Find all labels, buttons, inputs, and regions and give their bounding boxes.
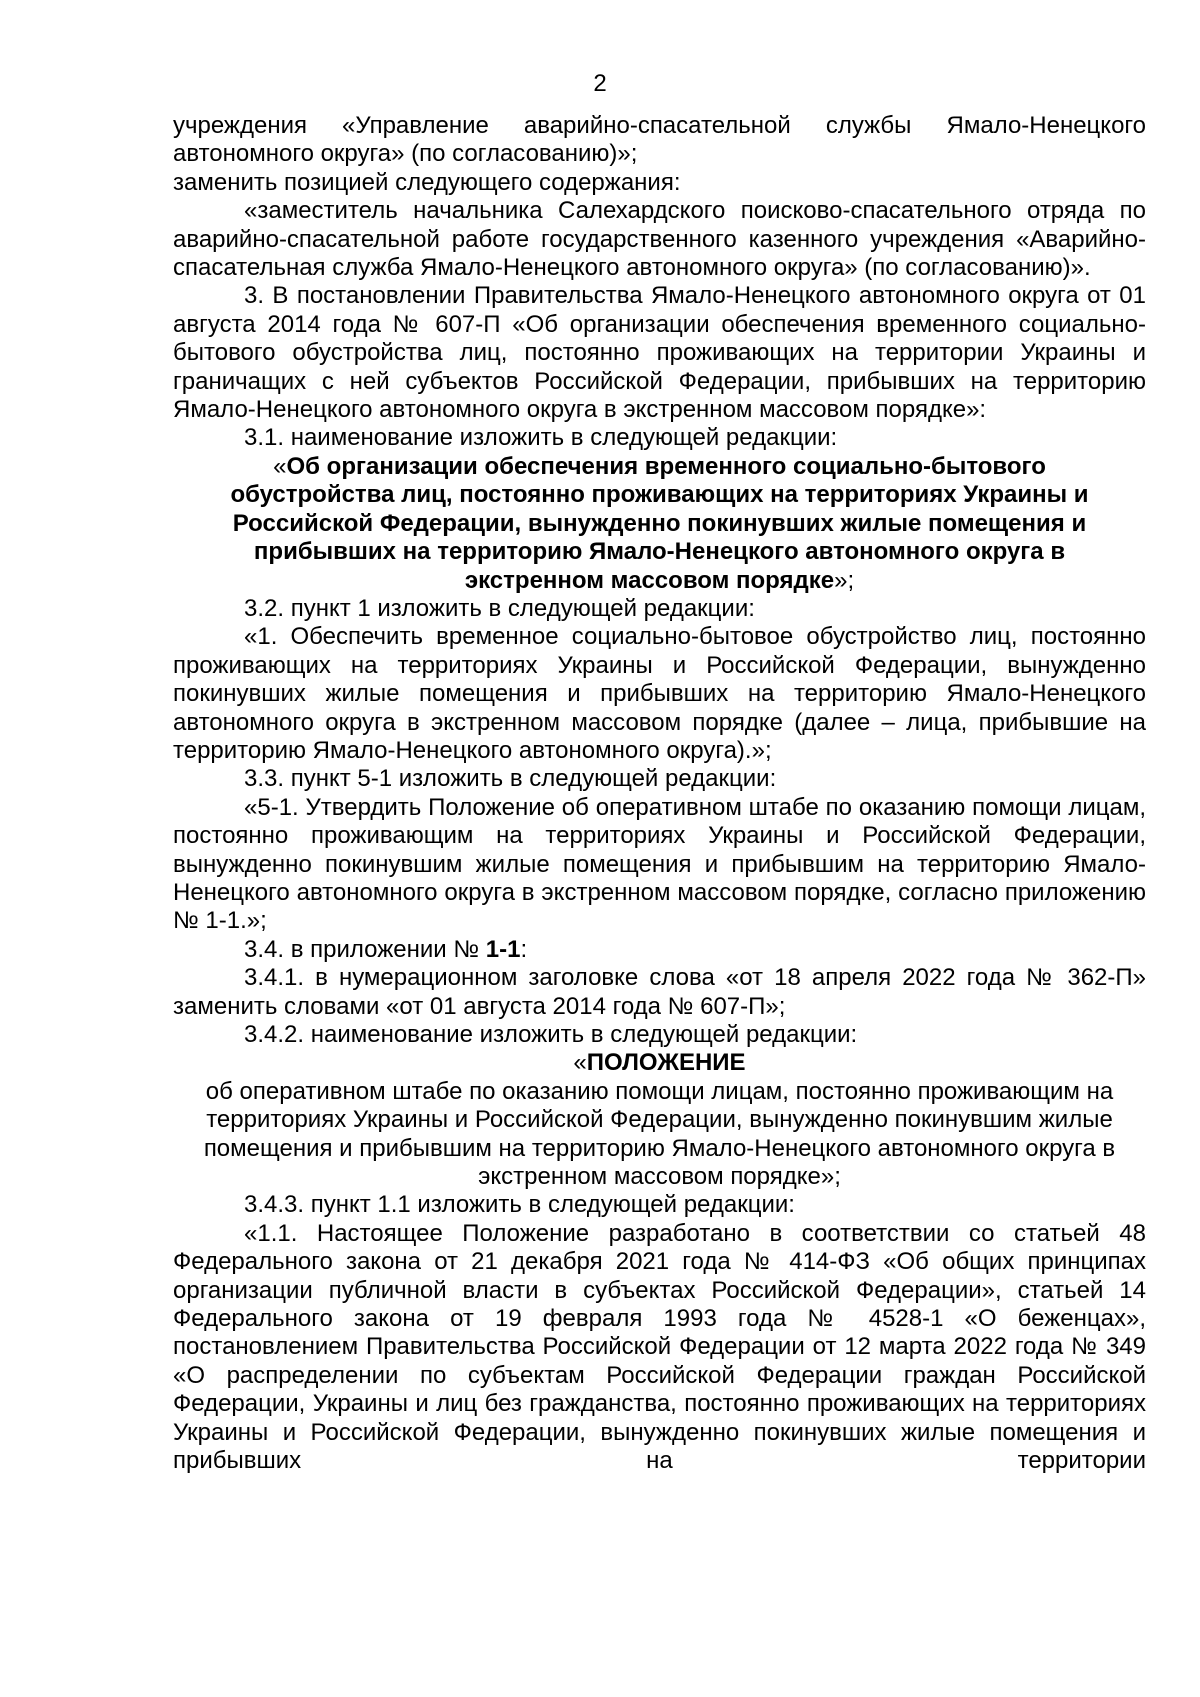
paragraph-12: 3.4.1. в нумерационном заголовке слова «от 18 апреля 2022 года № 362-П» заменить словами «от 01 августа 2014 года № 607-П»;	[173, 964, 1146, 1020]
regulation-heading	[173, 1049, 1146, 1077]
title-close-quote: »;	[834, 566, 855, 594]
paragraph-4: 3. В постановлении Правительства Ямало-Ненецкого автономного округа от 01 августа 2014 года № 607-П «Об организации обеспечения временного социально-бытового обустройства лиц, постоянно проживающих на территории Украины и граничащих с ней субъектов Российской Федерации, прибывших на территорию Ямало-Ненецкого автономного округа в экстренном массовом порядке»:	[173, 282, 1146, 424]
paragraph-1: учреждения «Управление аварийно-спасательной службы Ямало-Ненецкого автономного округа» (по согласованию)»;	[173, 112, 1146, 168]
regulation-open-quote: «	[573, 1049, 587, 1077]
paragraph-16: 3.4.3. пункт 1.1 изложить в следующей редакции:	[244, 1191, 795, 1219]
regulation-title: об оперативном штабе по оказанию помощи лицам, постоянно проживающим на территориях Украины и Российской Федерации, вынужденно покинувшим жилые помещения и прибывшим на территорию Ямало-Ненецкого автономного округа в экстренном массовом порядке»;	[203, 1077, 1116, 1191]
paragraph-8: «1. Обеспечить временное социально-бытовое обустройство лиц, постоянно проживающих на территориях Украины и Российской Федерации, вынужденно покинувших жилые помещения и прибывших на территорию Ямало-Ненецкого автономного округа в экстренном массовом порядке (далее – лица, прибывшие на территорию Ямало-Ненецкого автономного округа).»;	[173, 623, 1146, 764]
regulation-heading-bold: ПОЛОЖЕНИЕ	[586, 1049, 746, 1077]
paragraph-13: 3.4.2. наименование изложить в следующей редакции:	[244, 1021, 858, 1048]
paragraph-11-end: :	[520, 935, 528, 963]
paragraph-7: 3.2. пункт 1 изложить в следующей редакции:	[244, 594, 755, 622]
document-body	[173, 112, 1146, 1476]
title-open-quote: «	[273, 452, 287, 480]
paragraph-11-bold: 1-1	[485, 935, 521, 963]
paragraph-2: заменить позицией следующего содержания:	[173, 168, 681, 196]
new-resolution-title	[173, 453, 1146, 595]
paragraph-10: «5-1. Утвердить Положение об оперативном штабе по оказанию помощи лицам, постоянно проживающим на территориях Украины и Российской Федерации, вынужденно покинувшим жилые помещения и прибывшим на территорию Ямало-Ненецкого автономного округа в экстренном массовом порядке, согласно приложению № 1-1.»;	[173, 793, 1146, 935]
paragraph-5: 3.1. наименование изложить в следующей редакции:	[244, 424, 838, 452]
paragraph-17: «1.1. Настоящее Положение разработано в соответствии со статьей 48 Федерального закона от 21 декабря 2021 года № 414-ФЗ «Об общих принципах организации публичной власти в субъектах Российской Федерации», статьей 14 Федерального закона от 19 февраля 1993 года № 4528-1 «О беженцах», постановлением Правительства Российской Федерации от 12 марта 2022 года № 349 «О распределении по субъектам Российской Федерации граждан Российской Федерации, Украины и лиц без гражданства, постоянно проживающих на территориях Украины и Российской Федерации, вынужденно покинувших жилые помещения и прибывших на территории	[173, 1219, 1146, 1475]
paragraph-11	[173, 936, 1146, 964]
paragraph-11-text: 3.4. в приложении №	[244, 935, 486, 963]
paragraph-9: 3.3. пункт 5-1 изложить в следующей редакции:	[244, 765, 777, 793]
title-bold-text: Об организации обеспечения временного социально-бытового обустройства лиц, постоянно проживающих на территориях Украины и Российской Федерации, вынужденно покинувших жилые помещения и прибывших на территорию Ямало-Ненецкого автономного округа в экстренном массовом порядке	[230, 452, 1089, 594]
paragraph-3: «заместитель начальника Салехардского поисково-спасательного отряда по аварийно-спасательной работе государственного казенного учреждения «Аварийно-спасательная служба Ямало-Ненецкого автономного округа» (по согласованию)».	[173, 197, 1146, 282]
page-number: 2	[593, 70, 607, 97]
